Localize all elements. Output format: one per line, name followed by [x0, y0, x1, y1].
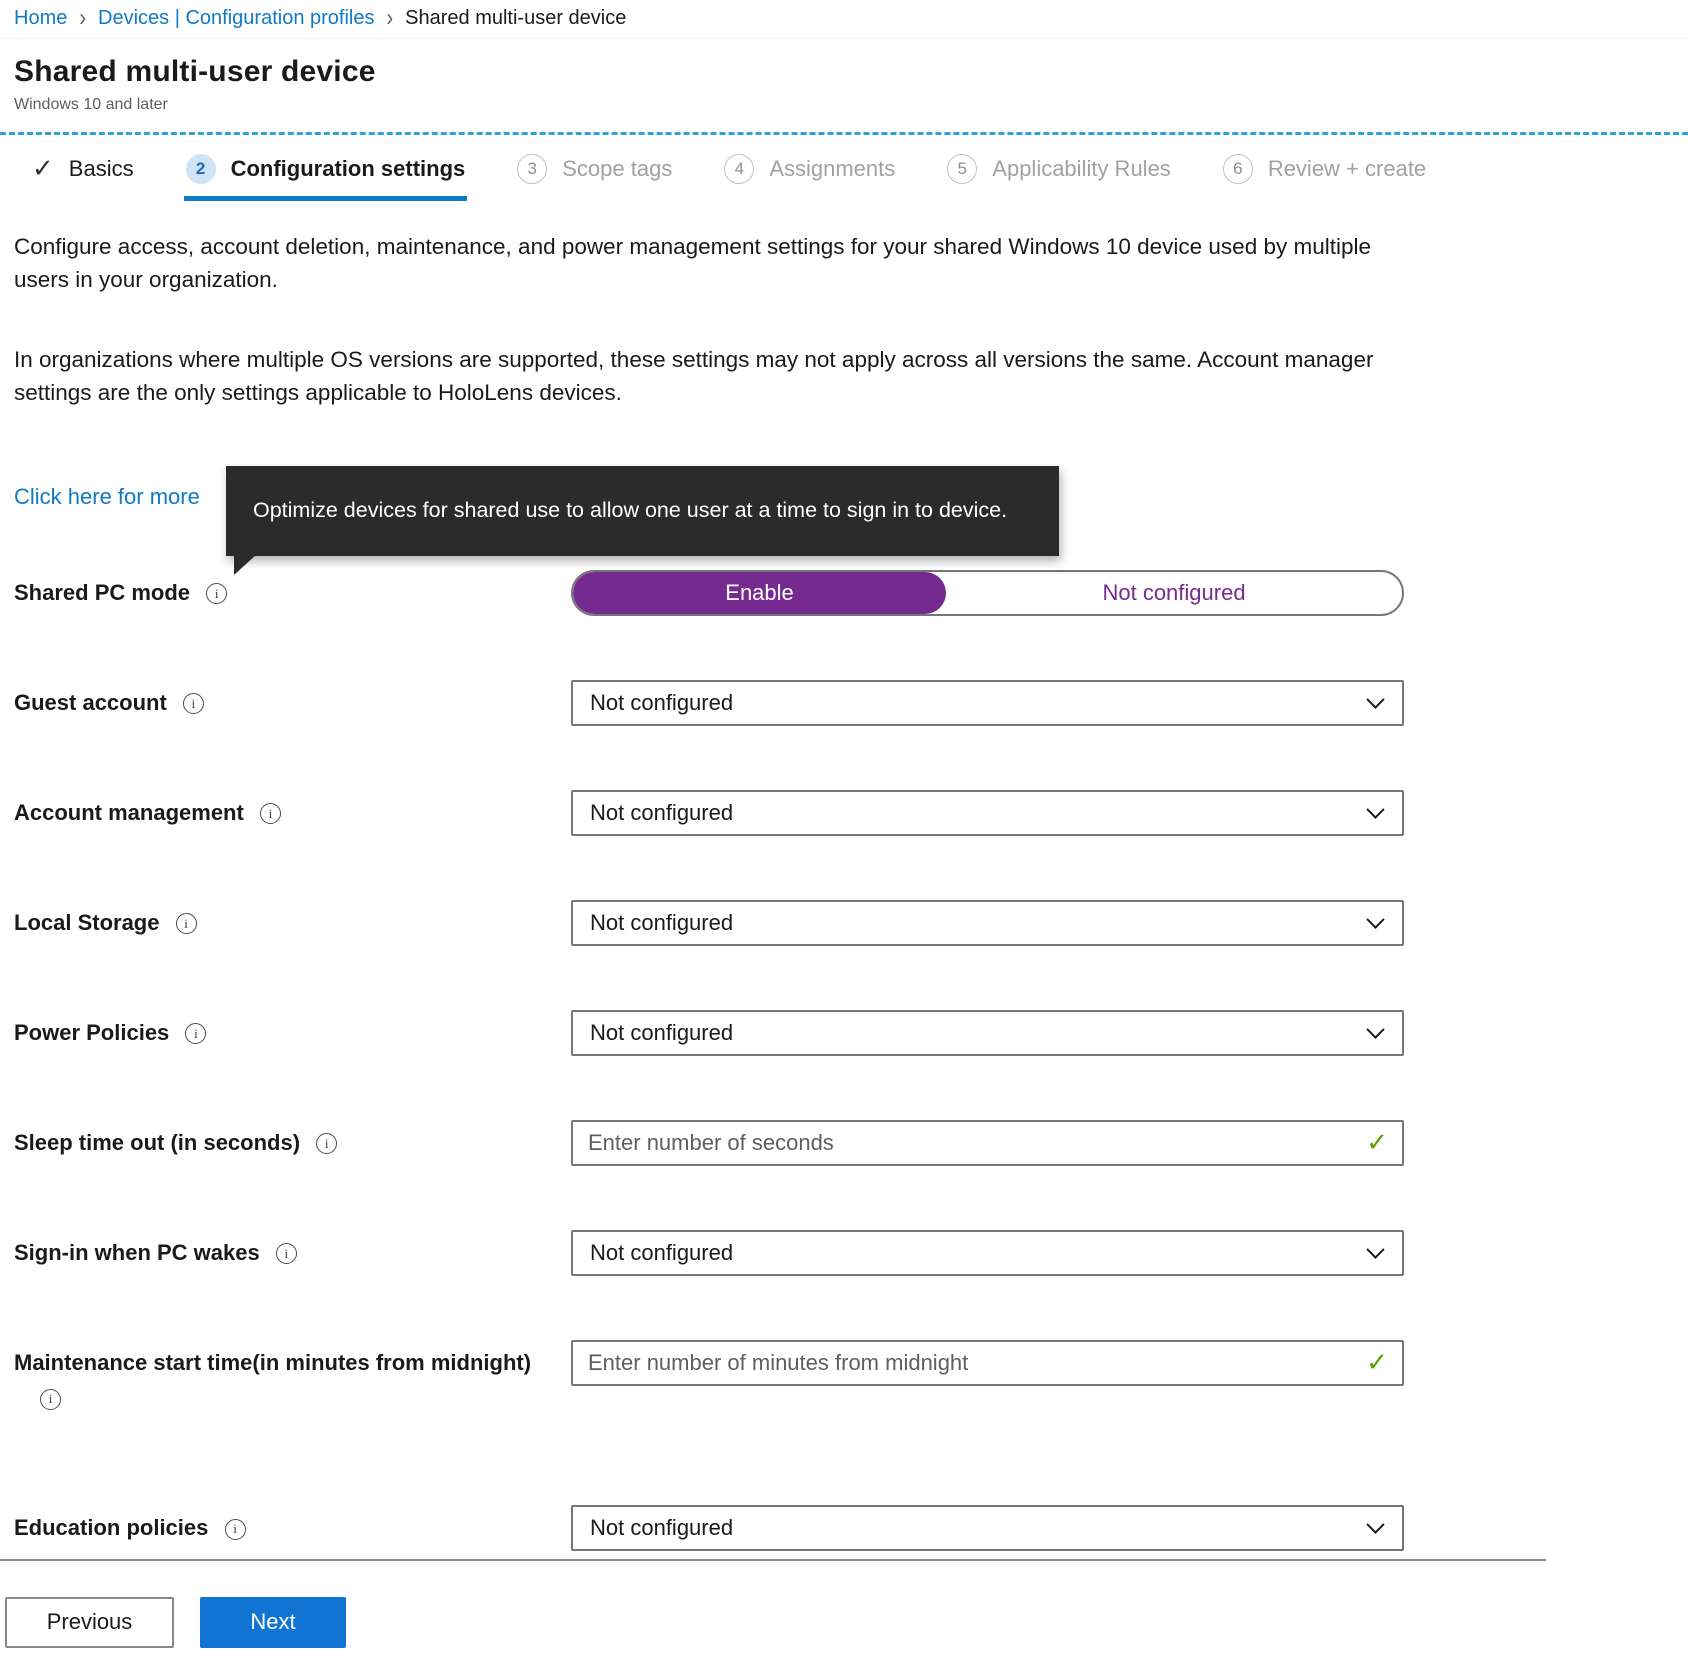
chevron-down-icon	[1366, 1020, 1384, 1038]
setting-label: Power Policies	[14, 1019, 170, 1045]
info-icon[interactable]: i	[225, 1519, 246, 1540]
step-number-badge: 5	[947, 154, 977, 184]
dropdown-value: Not configured	[590, 909, 734, 935]
account-management-dropdown[interactable]	[571, 790, 1404, 836]
setting-label: Maintenance start time(in minutes from midnight)	[14, 1349, 532, 1375]
setting-label-wrap	[14, 1505, 571, 1543]
chevron-down-icon	[1366, 1240, 1384, 1258]
education-policies-dropdown[interactable]	[571, 1505, 1404, 1551]
setting-label: Guest account	[14, 689, 167, 715]
setting-label-wrap	[14, 900, 571, 938]
intro-paragraph-1: Configure access, account deletion, maintenance, and power management settings for your shared Windows 10 device used by multiple users in your organization.	[14, 234, 1372, 292]
info-icon[interactable]: i	[206, 583, 227, 604]
setting-row-sleep-timeout	[14, 1120, 1688, 1166]
chevron-down-icon	[1366, 1516, 1384, 1534]
setting-row-signin-wakes	[14, 1230, 1688, 1276]
wizard-footer	[5, 1597, 1688, 1658]
page-subtitle: Windows 10 and later	[14, 96, 168, 113]
info-tooltip	[226, 466, 1059, 556]
maintenance-start-field-wrap	[571, 1340, 1404, 1386]
tab-label: Assignments	[769, 155, 896, 181]
info-icon[interactable]: i	[185, 1023, 206, 1044]
breadcrumb-separator-icon: ›	[79, 4, 87, 32]
wizard-tab-bar	[0, 135, 1688, 201]
info-icon[interactable]: i	[316, 1133, 337, 1154]
footer-separator	[0, 1559, 1546, 1561]
toggle-enable-option[interactable]: Enable	[573, 572, 946, 614]
setting-row-shared-pc-mode	[14, 570, 1688, 616]
dropdown-value: Not configured	[590, 1239, 734, 1265]
setting-label-wrap	[14, 790, 571, 828]
page-title: Shared multi-user device	[14, 55, 376, 88]
info-icon[interactable]: i	[176, 913, 197, 934]
info-icon[interactable]: i	[183, 693, 204, 714]
setting-row-guest-account	[14, 680, 1688, 726]
setting-label-wrap	[14, 1230, 571, 1268]
local-storage-dropdown[interactable]	[571, 900, 1404, 946]
tooltip-text: Optimize devices for shared use to allow one user at a time to sign in to device.	[253, 498, 1008, 522]
step-number-badge: 2	[186, 154, 216, 184]
step-number-badge: 3	[517, 154, 547, 184]
setting-label: Local Storage	[14, 909, 160, 935]
setting-row-account-management	[14, 790, 1688, 836]
info-icon[interactable]: i	[40, 1389, 61, 1410]
info-icon[interactable]: i	[276, 1243, 297, 1264]
setting-row-local-storage	[14, 900, 1688, 946]
intro-paragraph-2: In organizations where multiple OS versions are supported, these settings may not apply across all versions the same. Account manager settings are the only settings applicable to HoloLens devices.	[14, 347, 1374, 405]
setting-label-wrap	[14, 1010, 571, 1048]
setting-row-power-policies	[14, 1010, 1688, 1056]
setting-label-wrap	[14, 1120, 571, 1158]
chevron-down-icon	[1366, 800, 1384, 818]
setting-label-wrap	[14, 680, 571, 718]
tab-configuration-settings[interactable]	[184, 145, 468, 201]
maintenance-start-input[interactable]	[571, 1340, 1404, 1386]
breadcrumb-home-link[interactable]: Home	[14, 7, 68, 29]
completed-check-icon: ✓	[32, 153, 54, 183]
valid-check-icon: ✓	[1366, 1126, 1388, 1157]
chevron-down-icon	[1366, 690, 1384, 708]
tab-label: Review + create	[1267, 155, 1427, 181]
tab-assignments[interactable]	[722, 145, 897, 201]
setting-label-wrap	[14, 1340, 571, 1413]
setting-row-maintenance-start	[14, 1340, 1688, 1413]
toggle-not-configured-option[interactable]: Not configured	[1102, 579, 1246, 605]
info-icon[interactable]: i	[260, 803, 281, 824]
valid-check-icon: ✓	[1366, 1346, 1388, 1377]
tab-review-create[interactable]	[1221, 145, 1428, 201]
dropdown-value: Not configured	[590, 799, 734, 825]
breadcrumb-configuration-profiles-link[interactable]: Devices | Configuration profiles	[98, 7, 375, 29]
setting-label: Sleep time out (in seconds)	[14, 1129, 301, 1155]
signin-when-pc-wakes-dropdown[interactable]	[571, 1230, 1404, 1276]
shared-pc-mode-toggle	[571, 570, 1404, 616]
setting-label: Shared PC mode	[14, 579, 191, 605]
setting-label: Account management	[14, 799, 244, 825]
previous-button[interactable]: Previous	[5, 1597, 174, 1648]
dropdown-value: Not configured	[590, 1019, 734, 1045]
main-content	[0, 231, 1688, 1551]
tab-label: Scope tags	[562, 155, 673, 181]
step-number-badge: 4	[724, 154, 754, 184]
setting-label-wrap	[14, 570, 571, 608]
guest-account-dropdown[interactable]	[571, 680, 1404, 726]
tab-label: Applicability Rules	[992, 155, 1171, 181]
dropdown-value: Not configured	[590, 689, 734, 715]
tab-scope-tags[interactable]	[515, 145, 674, 201]
next-button[interactable]: Next	[200, 1597, 346, 1648]
setting-row-education-policies	[14, 1505, 1688, 1551]
tab-label: Configuration settings	[230, 155, 466, 181]
power-policies-dropdown[interactable]	[571, 1010, 1404, 1056]
more-info-link[interactable]: Click here for more	[14, 483, 200, 509]
breadcrumb-current-page: Shared multi-user device	[405, 7, 627, 29]
tab-label: Basics	[68, 155, 134, 181]
sleep-timeout-field-wrap	[571, 1120, 1404, 1166]
breadcrumb-separator-icon: ›	[386, 4, 394, 32]
tab-basics[interactable]	[30, 145, 136, 201]
chevron-down-icon	[1366, 910, 1384, 928]
page-header	[0, 39, 1688, 126]
sleep-timeout-input[interactable]	[571, 1120, 1404, 1166]
tab-applicability-rules[interactable]	[945, 145, 1173, 201]
setting-label: Education policies	[14, 1514, 209, 1540]
tooltip-caret	[234, 555, 256, 575]
breadcrumb	[0, 0, 1688, 39]
dropdown-value: Not configured	[590, 1514, 734, 1540]
setting-label: Sign-in when PC wakes	[14, 1239, 260, 1265]
tooltip-zone	[14, 466, 1688, 570]
step-number-badge: 6	[1223, 154, 1253, 184]
